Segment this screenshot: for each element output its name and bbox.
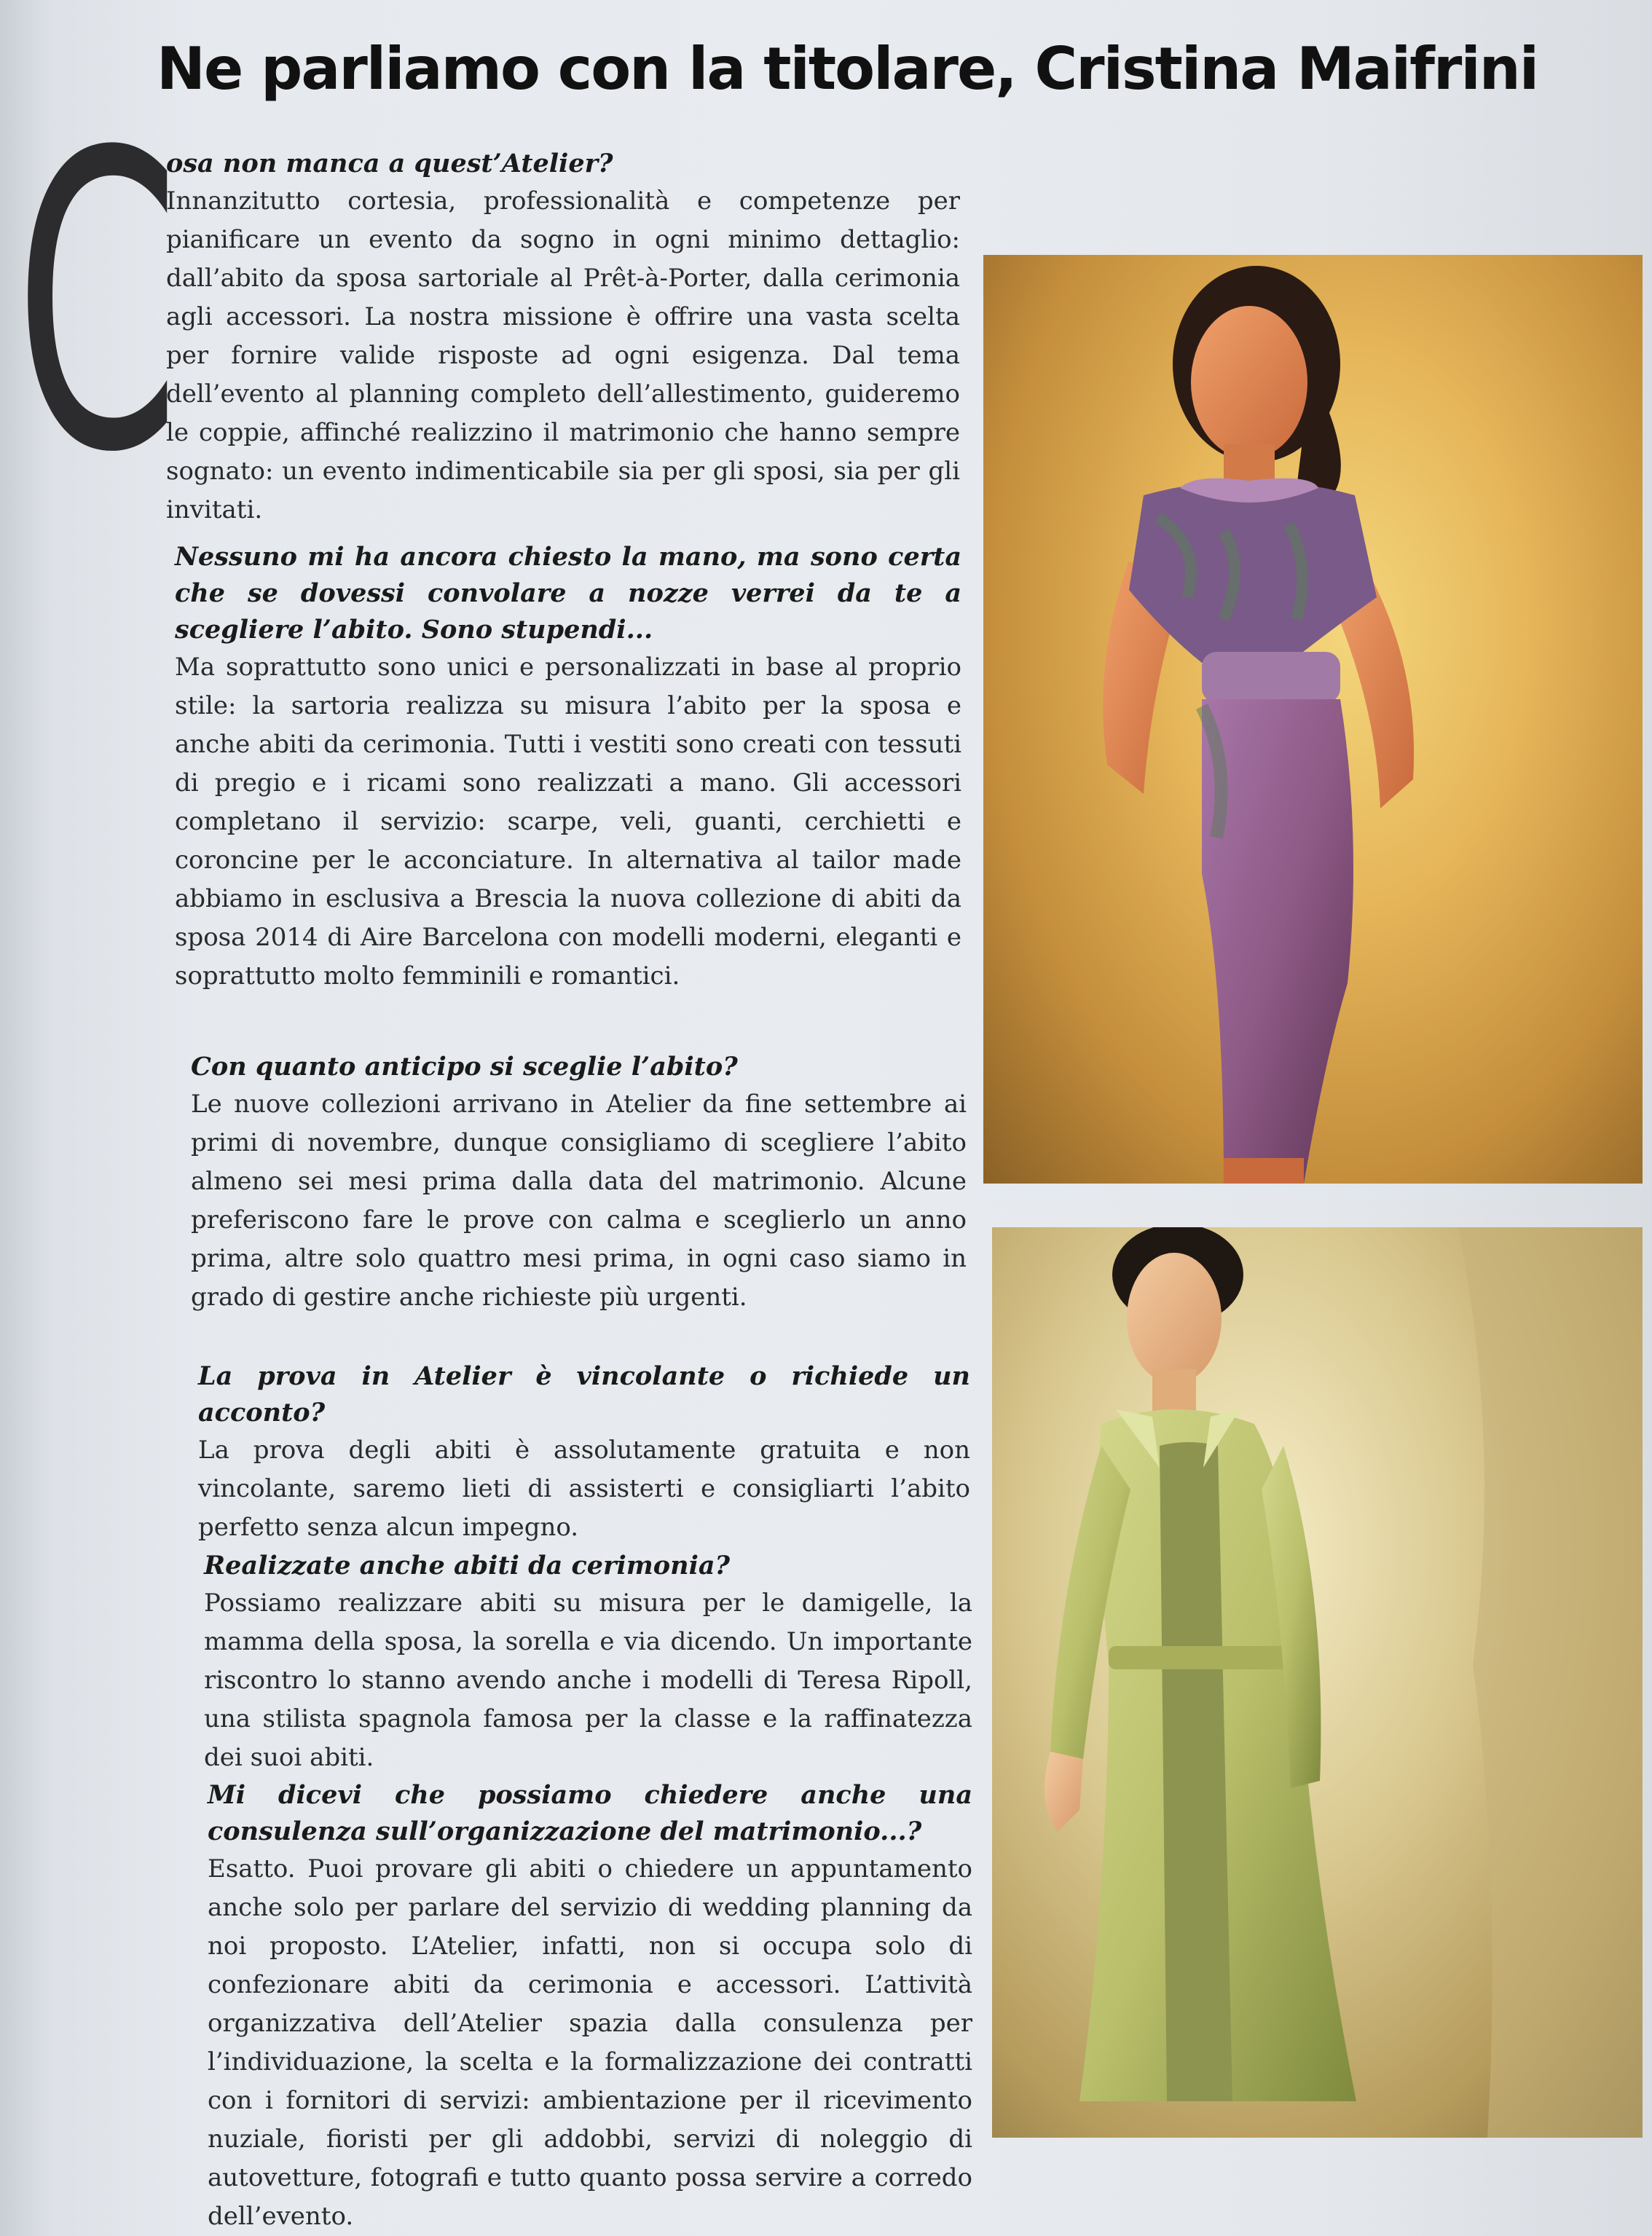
answer-4: La prova degli abiti è assolutamente gratuita e non vincolante, saremo lieti di assisterti e consigliarti l’abito perfetto senza alcun impegno. <box>198 1436 970 1542</box>
section-4 <box>198 1358 970 1547</box>
article-headline: Ne parliamo con la titolare, Cristina Maifrini <box>157 35 1538 103</box>
answer-2: Ma soprattutto sono unici e personalizzati in base al proprio stile: la sartoria realizza su misura l’abito per la sposa e anche abiti da cerimonia. Tutti i vestiti sono creati con tessuti di pregio e i ricami sono realizzati a mano. Gli accessori completano il servizio: scarpe, veli, guanti, cerchietti e coroncine per le acconciature. In alternativa al tailor made abbiamo in esclusiva a Brescia la nuova collezione di abiti da sposa 2014 di Aire Barcelona con modelli moderni, eleganti e soprattutto molto femminili e romantici. <box>175 653 961 991</box>
photo-purple-dress <box>983 255 1643 1184</box>
answer-3: Le nuove collezioni arrivano in Atelier da fine settembre ai primi di novembre, dunque consigliamo di scegliere l’abito almeno sei mesi prima dalla data del matrimonio. Alcune preferiscono fare le prove con calma e sceglierlo un anno prima, altre solo quattro mesi prima, in ogni caso siamo in grado di gestire anche richieste più urgenti. <box>191 1090 967 1312</box>
section-6 <box>208 1777 972 2236</box>
question-5: Realizzate anche abiti da cerimonia? <box>204 1551 731 1580</box>
section-5 <box>204 1548 972 1777</box>
question-6: Mi dicevi che possiamo chiedere anche una consulenza sull’organizzazione del matrimonio...? <box>208 1780 972 1846</box>
question-1: osa non manca a quest’Atelier? <box>166 149 613 178</box>
answer-5: Possiamo realizzare abiti su misura per le damigelle, la mamma della sposa, la sorella e via dicendo. Un importante riscontro lo stanno avendo anche i modelli di Teresa Ripoll, una stilista spagnola famosa per la classe e la raffinatezza dei suoi abiti. <box>204 1589 972 1772</box>
question-4: La prova in Atelier è vincolante o richiede un acconto? <box>198 1361 970 1428</box>
question-2: Nessuno mi ha ancora chiesto la mano, ma sono certa che se dovessi convolare a nozze verrei da te a scegliere l’abito. Sono stupendi... <box>175 542 961 645</box>
question-3: Con quanto anticipo si sceglie l’abito? <box>191 1052 738 1082</box>
answer-1: Innanzitutto cortesia, professionalità e competenze per pianificare un evento da sogno in ogni minimo dettaglio: dall’abito da sposa sartoriale al Prêt-à-Porter, dalla cerimonia agli accessori. La nostra missione è offrire una vasta scelta per fornire valide risposte ad ogni esigenza. Dal tema dell’evento al planning completo dell’allestimento, guideremo le coppie, affinché realizzino il matrimonio che hanno sempre sognato: un evento indimenticabile sia per gli sposi, sia per gli invitati. <box>166 186 960 524</box>
answer-6: Esatto. Puoi provare gli abiti o chiedere un appuntamento anche solo per parlare del servizio di wedding planning da noi proposto. L’Atelier, infatti, non si occupa solo di confezionare abiti da cerimonia e accessori. L’attività organizzativa dell’Atelier spazia dalla consulenza per l’individuazione, la scelta e la formalizzazione dei contratti con i fornitori di servizi: ambientazione per il ricevimento nuziale, fioristi per gli addobbi, servizi di noleggio di autovetture, fotografi e tutto quanto possa servire a corredo dell’evento. <box>208 1854 972 2231</box>
section-1 <box>166 146 960 530</box>
section-3 <box>191 1049 967 1317</box>
section-2 <box>175 539 961 996</box>
drop-cap: C <box>15 67 180 542</box>
photo-green-coat <box>992 1227 1643 2138</box>
